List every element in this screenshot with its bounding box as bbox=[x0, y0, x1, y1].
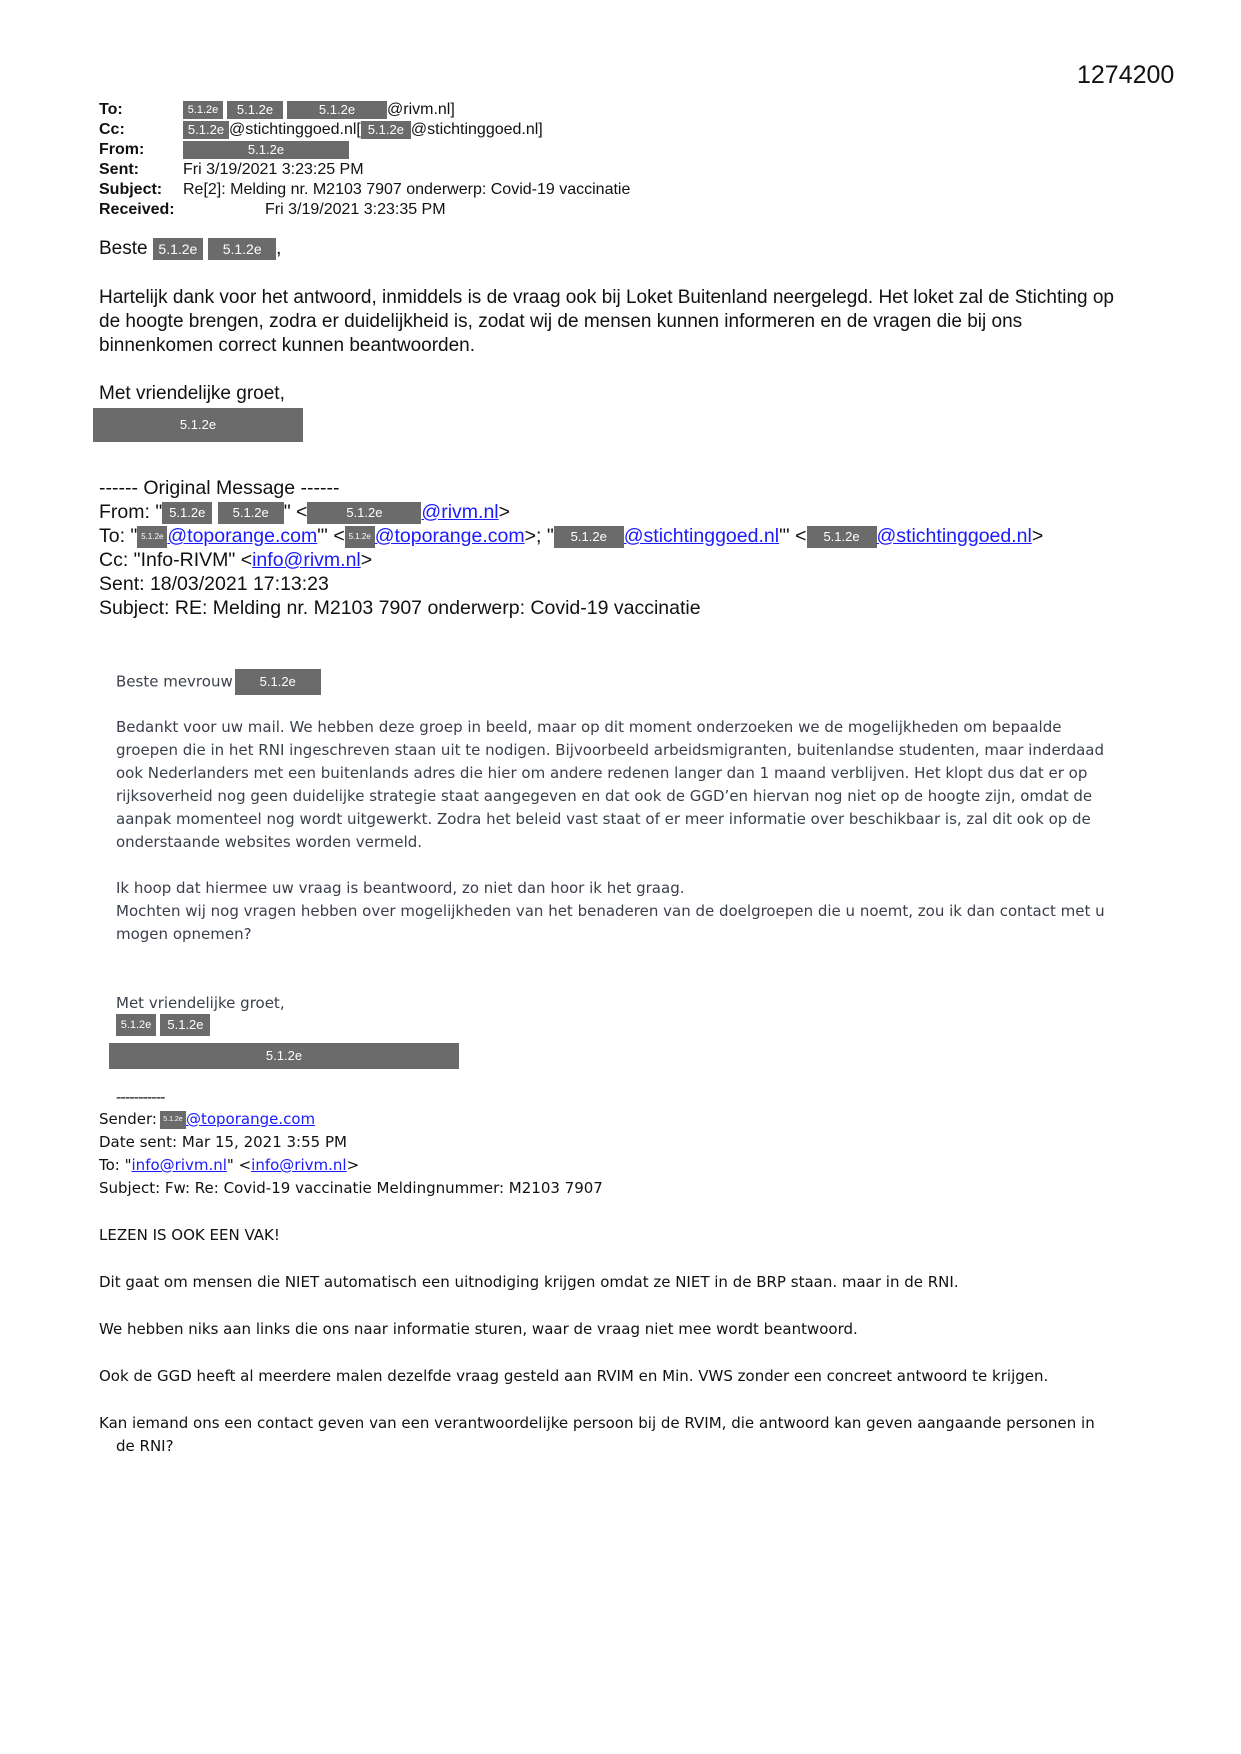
redaction: 5.1.2e bbox=[153, 238, 203, 260]
forward-to: To: "info@rivm.nl" <info@rivm.nl> bbox=[99, 1156, 360, 1174]
sent-label: Sent: bbox=[99, 161, 139, 178]
rivm-paragraph-3: Mochten wij nog vragen hebben over mogelijkheden van het benaderen van de doelgroepen die u noemt, zou ik dan contact met u mogen opnemen? bbox=[116, 902, 1105, 943]
original-title: ------ Original Message ------ bbox=[99, 477, 340, 499]
received-value: Fri 3/19/2021 3:23:35 PM bbox=[265, 201, 446, 218]
to-email-link-3[interactable]: @stichtinggoed.nl bbox=[623, 525, 780, 547]
to-domain: @rivm.nl] bbox=[387, 101, 455, 118]
rivm-closing: Met vriendelijke groet, bbox=[116, 994, 285, 1012]
rivm-paragraph-1: Bedankt voor uw mail. We hebben deze groep in beeld, maar op dit moment onderzoeken we de mogelijkheden om bepaalde groepen die in het RNI ingeschreven staan uit te nodigen. Bijvoorbeeld arbeidsmigranten, buitenlandse studenten, maar inderdaad ook Nederlanders met een buitenlands adres die hier om andere redenen langer dan 1 maand verblijven. Het klopt dus dat er op rijksoverheid nog geen duidelijke strategie staat aangegeven en dat ook de GGD’en hiervan nog niet op de hoogte zijn, omdat de aanpak momenteel nog wordt uitgewerkt. Zodra het beleid vast staat of er meer informatie over beschikbaar is, zal dit ook op de onderstaande websites worden vermeld. bbox=[116, 718, 1105, 851]
redaction: 5.1.2e bbox=[345, 526, 375, 548]
original-cc: Cc: "Info-RIVM" <info@rivm.nl> bbox=[99, 549, 373, 571]
header-to bbox=[99, 100, 455, 120]
cc-domain-2: @stichtinggoed.nl] bbox=[410, 121, 543, 138]
forward-line-5b: de RNI? bbox=[116, 1437, 174, 1455]
original-from: From: " 5.1.2e 5.1.2e " < 5.1.2e @rivm.nl> bbox=[99, 501, 511, 523]
redaction: 5.1.2e bbox=[218, 502, 284, 524]
forward-line-4: Ook de GGD heeft al meerdere malen dezelfde vraag gesteld aan RVIM en Min. VWS zonder een concreet antwoord te krijgen. bbox=[99, 1367, 1049, 1385]
subject-value: Re[2]: Melding nr. M2103 7907 onderwerp: Covid-19 vaccinatie bbox=[183, 181, 631, 198]
rivm-greeting: Beste mevrouw 5.1.2e bbox=[116, 669, 321, 695]
redaction: 5.1.2e bbox=[162, 502, 212, 524]
rivm-signature-name bbox=[116, 1014, 210, 1036]
redaction: 5.1.2e bbox=[116, 1014, 156, 1036]
redaction: 5.1.2e bbox=[183, 121, 229, 139]
document-number: 1274200 bbox=[1077, 61, 1175, 89]
forward-line-5a: Kan iemand ons een contact geven van een verantwoordelijke persoon bij de RVIM, die antwoord kan geven aangaande personen in bbox=[99, 1414, 1095, 1432]
to-email-link-1[interactable]: @toporange.com bbox=[167, 525, 318, 547]
redaction: 5.1.2e bbox=[235, 669, 321, 695]
redaction: 5.1.2e bbox=[807, 526, 877, 548]
cc-label: Cc: bbox=[99, 121, 125, 138]
redaction: 5.1.2e bbox=[183, 101, 223, 119]
reply-body: Hartelijk dank voor het antwoord, inmiddels is de vraag ook bij Loket Buitenland neergelegd. Het loket zal de Stichting op de hoogte brengen, zodra er duidelijkheid is, zodat wij de mensen kunnen informeren en de vragen die bij ons binnenkomen correct kunnen beantwoorden. bbox=[99, 287, 1114, 356]
redaction: 5.1.2e bbox=[183, 141, 349, 159]
redaction: 5.1.2e bbox=[137, 526, 167, 548]
from-email-link[interactable]: @rivm.nl bbox=[421, 501, 499, 523]
forward-subject: Subject: Fw: Re: Covid-19 vaccinatie Meldingnummer: M2103 7907 bbox=[99, 1179, 603, 1197]
original-subject: Subject: RE: Melding nr. M2103 7907 onderwerp: Covid-19 vaccinatie bbox=[99, 597, 701, 619]
cc-email-link[interactable]: info@rivm.nl bbox=[252, 549, 361, 571]
rivm-paragraph-2: Ik hoop dat hiermee uw vraag is beantwoord, zo niet dan hoor ik het graag. bbox=[116, 879, 685, 897]
redaction-signature: 5.1.2e bbox=[109, 1043, 459, 1069]
to-info-link-1[interactable]: info@rivm.nl bbox=[131, 1156, 227, 1174]
from-label: From: bbox=[99, 141, 145, 158]
cc-domain-1: @stichtinggoed.nl[ bbox=[229, 121, 361, 138]
received-label: Received: bbox=[99, 201, 175, 218]
redaction: 5.1.2e bbox=[160, 1014, 210, 1036]
reply-greeting: Beste 5.1.2e 5.1.2e , bbox=[99, 238, 282, 259]
header-from bbox=[99, 140, 349, 160]
forward-line-1: LEZEN IS OOK EEN VAK! bbox=[99, 1226, 280, 1244]
redaction-signature: 5.1.2e bbox=[93, 408, 303, 442]
forward-separator: ----------- bbox=[116, 1088, 165, 1106]
to-email-link-4[interactable]: @stichtinggoed.nl bbox=[876, 525, 1032, 547]
redaction: 5.1.2e bbox=[554, 526, 624, 548]
header-sent bbox=[99, 160, 364, 180]
to-label: To: bbox=[99, 101, 123, 118]
redaction: 5.1.2e bbox=[160, 1111, 186, 1129]
to-info-link-2[interactable]: info@rivm.nl bbox=[251, 1156, 347, 1174]
original-to: To: " 5.1.2e @toporange.com"' < 5.1.2e @toporange.com>; " 5.1.2e @stichtinggoed.nl"' < 5.1.2e @stichtinggoed.nl> bbox=[99, 525, 1044, 547]
redaction: 5.1.2e bbox=[307, 502, 421, 524]
reply-closing: Met vriendelijke groet, bbox=[99, 383, 285, 404]
header-received bbox=[99, 200, 446, 220]
sender-email-link[interactable]: @toporange.com bbox=[185, 1110, 316, 1128]
to-email-link-2[interactable]: @toporange.com bbox=[374, 525, 525, 547]
redaction: 5.1.2e bbox=[208, 238, 276, 260]
redaction: 5.1.2e bbox=[227, 101, 283, 119]
forward-line-2: Dit gaat om mensen die NIET automatisch een uitnodiging krijgen omdat ze NIET in de BRP staan. maar in de RNI. bbox=[99, 1273, 959, 1291]
redaction: 5.1.2e bbox=[361, 121, 411, 139]
subject-label: Subject: bbox=[99, 181, 163, 198]
header-subject bbox=[99, 180, 630, 200]
sent-value: Fri 3/19/2021 3:23:25 PM bbox=[183, 161, 364, 178]
forward-date-sent: Date sent: Mar 15, 2021 3:55 PM bbox=[99, 1133, 347, 1151]
original-sent: Sent: 18/03/2021 17:13:23 bbox=[99, 573, 329, 595]
forward-line-3: We hebben niks aan links die ons naar informatie sturen, waar de vraag niet mee wordt beantwoord. bbox=[99, 1320, 858, 1338]
redaction: 5.1.2e bbox=[287, 101, 387, 119]
forward-sender: Sender: 5.1.2e @toporange.com bbox=[99, 1110, 316, 1128]
header-cc bbox=[99, 120, 543, 140]
